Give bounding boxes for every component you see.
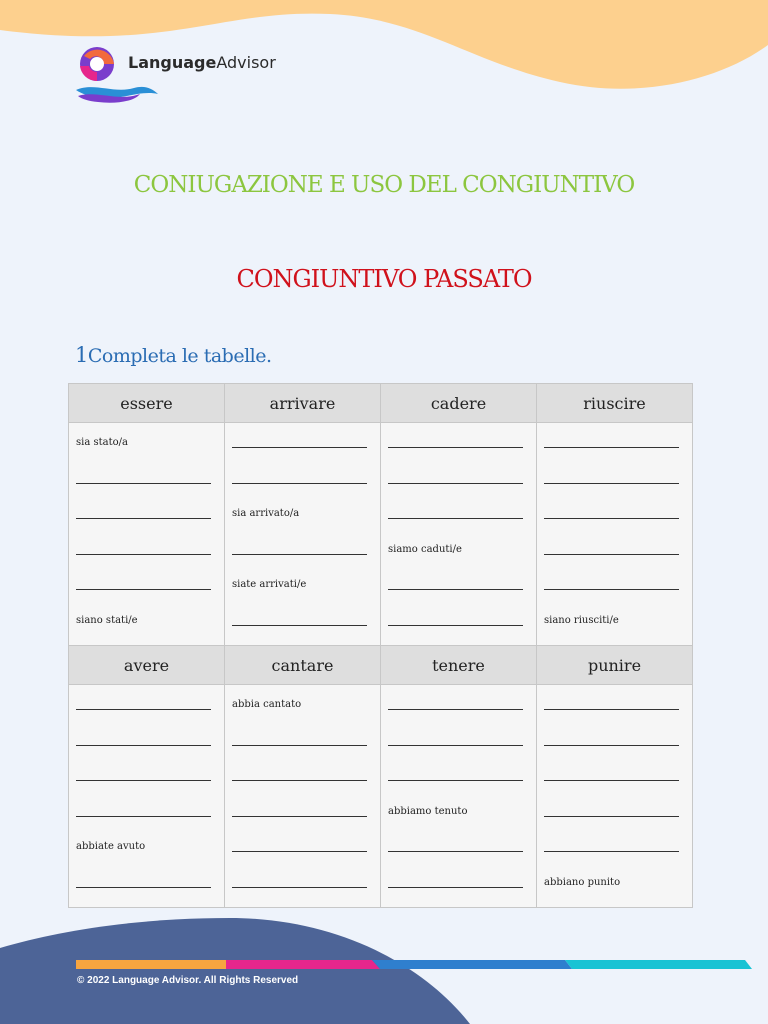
- answer-blank[interactable]: [544, 831, 679, 852]
- verb-header: cadere: [381, 384, 537, 423]
- table-header-row-2: [69, 646, 693, 685]
- verb-header: punire: [537, 646, 693, 685]
- answer-blank[interactable]: [544, 498, 679, 519]
- answer-blank[interactable]: [232, 725, 367, 746]
- answer-blank[interactable]: [76, 534, 211, 555]
- answer-blank[interactable]: [232, 831, 367, 852]
- given-form: siamo caduti/e: [388, 543, 462, 555]
- table-header-row-1: [69, 384, 693, 423]
- answer-blank[interactable]: [388, 760, 523, 781]
- answer-blank[interactable]: [388, 831, 523, 852]
- answer-blank[interactable]: [232, 796, 367, 817]
- answer-blank[interactable]: [388, 427, 523, 448]
- given-form: sia stato/a: [76, 437, 128, 448]
- conjugation-cell: [381, 685, 536, 907]
- conjugation-cell: [381, 423, 536, 645]
- answer-blank[interactable]: [388, 867, 523, 888]
- exercise-instruction: 1Completa le tabelle.: [75, 343, 272, 367]
- answer-blank[interactable]: [544, 796, 679, 817]
- answer-blank[interactable]: [388, 689, 523, 710]
- answer-blank[interactable]: [232, 760, 367, 781]
- conjugation-cell: [537, 423, 692, 645]
- answer-blank[interactable]: [232, 605, 367, 626]
- table-body-row-2: [69, 685, 693, 908]
- answer-blank[interactable]: [76, 760, 211, 781]
- table-body-row-1: [69, 423, 693, 646]
- given-form: sia arrivato/a: [232, 508, 300, 519]
- verb-header: cantare: [225, 646, 381, 685]
- answer-blank[interactable]: [76, 867, 211, 888]
- page-subtitle: CONGIUNTIVO PASSATO: [236, 265, 532, 293]
- answer-blank[interactable]: [544, 427, 679, 448]
- answer-blank[interactable]: [232, 463, 367, 484]
- answer-blank[interactable]: [544, 689, 679, 710]
- conjugation-cell: [69, 685, 224, 907]
- verb-header: riuscire: [537, 384, 693, 423]
- conjugation-table: [68, 383, 693, 908]
- answer-blank[interactable]: [76, 725, 211, 746]
- answer-blank[interactable]: [232, 534, 367, 555]
- answer-blank[interactable]: [544, 569, 679, 590]
- given-form: abbiano punito: [544, 876, 621, 888]
- answer-blank[interactable]: [232, 867, 367, 888]
- bottom-wave: [0, 918, 470, 1024]
- answer-blank[interactable]: [388, 569, 523, 590]
- answer-blank[interactable]: [544, 534, 679, 555]
- answer-blank[interactable]: [388, 498, 523, 519]
- given-form: siate arrivati/e: [232, 579, 307, 590]
- conjugation-cell: [225, 685, 380, 907]
- given-form: abbiate avuto: [76, 841, 146, 852]
- verb-header: tenere: [381, 646, 537, 685]
- answer-blank[interactable]: [76, 569, 211, 590]
- answer-blank[interactable]: [544, 463, 679, 484]
- given-form: abbiamo tenuto: [388, 805, 468, 817]
- answer-blank[interactable]: [76, 796, 211, 817]
- answer-blank[interactable]: [76, 463, 211, 484]
- answer-blank[interactable]: [388, 463, 523, 484]
- answer-blank[interactable]: [76, 498, 211, 519]
- brand-name: LanguageAdvisor: [128, 53, 276, 72]
- answer-blank[interactable]: [76, 689, 211, 710]
- verb-header: avere: [69, 646, 225, 685]
- given-form: abbia cantato: [232, 699, 302, 710]
- page-title: CONIUGAZIONE E USO DEL CONGIUNTIVO: [133, 172, 635, 198]
- answer-blank[interactable]: [544, 760, 679, 781]
- copyright-notice: © 2022 Language Advisor. All Rights Reserved: [77, 975, 299, 986]
- verb-header: arrivare: [225, 384, 381, 423]
- conjugation-cell: [537, 685, 692, 907]
- answer-blank[interactable]: [388, 605, 523, 626]
- verb-header: essere: [69, 384, 225, 423]
- answer-blank[interactable]: [544, 725, 679, 746]
- given-form: siano stati/e: [76, 614, 138, 626]
- conjugation-cell: [69, 423, 224, 645]
- given-form: siano riusciti/e: [544, 614, 619, 626]
- answer-blank[interactable]: [232, 427, 367, 448]
- answer-blank[interactable]: [388, 725, 523, 746]
- conjugation-cell: [225, 423, 380, 645]
